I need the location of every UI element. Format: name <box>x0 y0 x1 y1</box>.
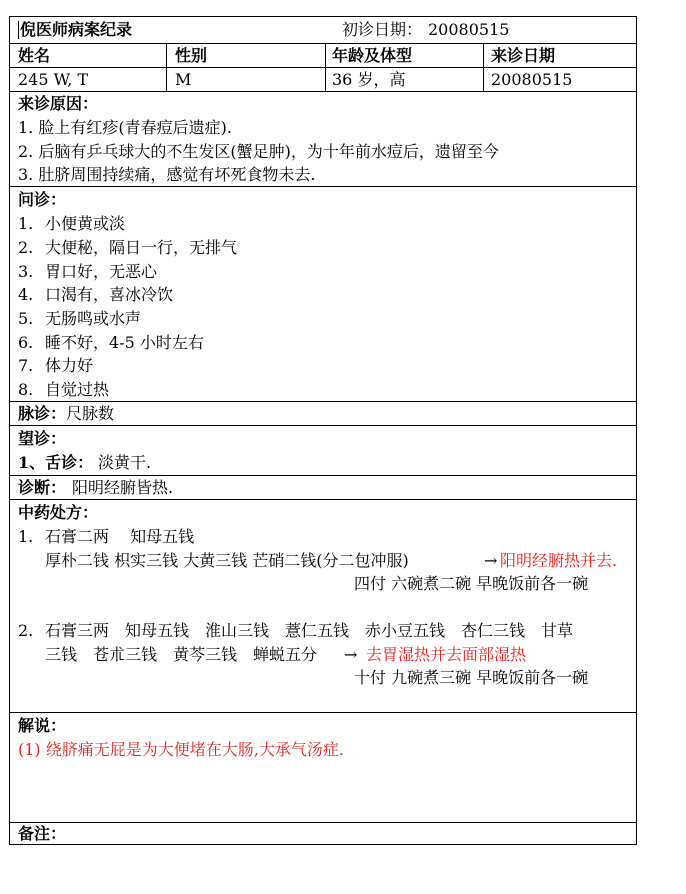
inquiry-item-number: 1. <box>18 214 34 233</box>
first-visit-date: 20080515 <box>428 20 510 39</box>
name-header: 姓名 <box>18 46 51 65</box>
observation-heading: 望诊： <box>18 429 67 448</box>
rx1-line2: 厚朴二钱 枳实三钱 大黄三钱 芒硝二钱(分二包冲服) <box>45 551 409 570</box>
reason-item: 1. 脸上有红疹(青春痘后遗症). <box>18 118 232 137</box>
diagnosis-label: 诊断： <box>18 478 67 497</box>
text-cursor <box>18 21 19 39</box>
rx2-effect-note: 去胃湿热并去面部湿热 <box>366 645 527 664</box>
prescription-section <box>10 500 636 713</box>
explanation-text: (1) 绕脐痛无屁是为大便堵在大肠,大承气汤症. <box>18 740 344 759</box>
info-header-row <box>10 44 636 68</box>
patient-name: 245 W, T <box>18 70 89 89</box>
tongue-value: 淡黄干. <box>98 453 152 472</box>
inquiry-item-number: 3. <box>18 262 34 281</box>
info-value-row <box>10 68 636 92</box>
rx2-line2: 三钱 苍朮三钱 黄芩三钱 蝉蜕五分 <box>45 645 318 664</box>
inquiry-item-text: 睡不好，4-5 小时左右 <box>45 333 204 352</box>
inquiry-item-text: 小便黄或淡 <box>45 214 126 233</box>
prescription-heading: 中药处方： <box>18 503 99 522</box>
case-record-sheet <box>9 16 637 845</box>
record-title: 倪医师病案纪录 <box>20 20 133 39</box>
first-visit-label: 初诊日期： <box>342 20 423 39</box>
rx2-dosage: 十付 九碗煮三碗 早晚饭前各一碗 <box>354 668 589 687</box>
inquiry-item-number: 4. <box>18 285 34 304</box>
rx1-number: 1. <box>18 527 34 546</box>
rx1-dosage: 四付 六碗煮二碗 早晚饭前各一碗 <box>354 574 589 593</box>
inquiry-item-number: 6. <box>18 333 34 352</box>
reason-item: 3. 肚脐周围持续痛，感觉有坏死食物未去. <box>18 165 316 184</box>
reason-item: 2. 后脑有乒乓球大的不生发区(蟹足肿)，为十年前水痘后，遗留至今 <box>18 142 499 161</box>
rx1-effect-note: 阳明经腑热并去. <box>500 551 618 570</box>
explanation-heading: 解说： <box>18 716 67 735</box>
patient-sex: M <box>175 70 192 89</box>
inquiry-item-number: 2. <box>18 238 34 257</box>
inquiry-item-text: 大便秘，隔日一行，无排气 <box>45 238 238 257</box>
explanation-section <box>10 713 636 823</box>
inquiry-item-text: 自觉过热 <box>45 380 110 399</box>
inquiry-item-text: 无肠鸣或水声 <box>45 309 142 328</box>
tongue-label: 1、舌诊： <box>18 453 94 472</box>
patient-visit-date: 20080515 <box>491 70 573 89</box>
inquiry-item-number: 8. <box>18 380 34 399</box>
pulse-section <box>10 402 636 426</box>
diagnosis-section <box>10 476 636 500</box>
inquiry-item-text: 胃口好，无恶心 <box>45 262 158 281</box>
pulse-label: 脉诊： <box>18 404 67 423</box>
remarks-heading: 备注： <box>18 824 67 843</box>
inquiry-section <box>10 187 636 402</box>
patient-age-build: 36 岁，高 <box>332 70 406 89</box>
remarks-section <box>10 823 636 845</box>
rx2-number: 2. <box>18 621 34 640</box>
rx2-line1: 石膏三两 知母五钱 淮山三钱 薏仁五钱 赤小豆五钱 杏仁三钱 甘草 <box>45 621 574 640</box>
diagnosis-value: 阳明经腑皆热. <box>72 478 174 497</box>
inquiry-item-text: 体力好 <box>45 356 94 375</box>
rx2-arrow: → <box>344 645 358 664</box>
header-row <box>10 17 636 44</box>
reason-heading: 来诊原因： <box>18 94 99 113</box>
inquiry-item-number: 5. <box>18 309 34 328</box>
pulse-value: 尺脉数 <box>66 404 115 423</box>
inquiry-item-number: 7. <box>18 356 34 375</box>
observation-section <box>10 426 636 476</box>
inquiry-item-text: 口渴有，喜冰冷饮 <box>45 285 174 304</box>
visit-date-header: 来诊日期 <box>491 46 556 65</box>
reason-section <box>10 92 636 187</box>
rx1-line1: 石膏二两 知母五钱 <box>45 527 195 546</box>
sex-header: 性别 <box>175 46 208 65</box>
rx1-arrow: → <box>484 551 498 570</box>
inquiry-heading: 问诊： <box>18 190 67 209</box>
age-build-header: 年龄及体型 <box>332 46 413 65</box>
